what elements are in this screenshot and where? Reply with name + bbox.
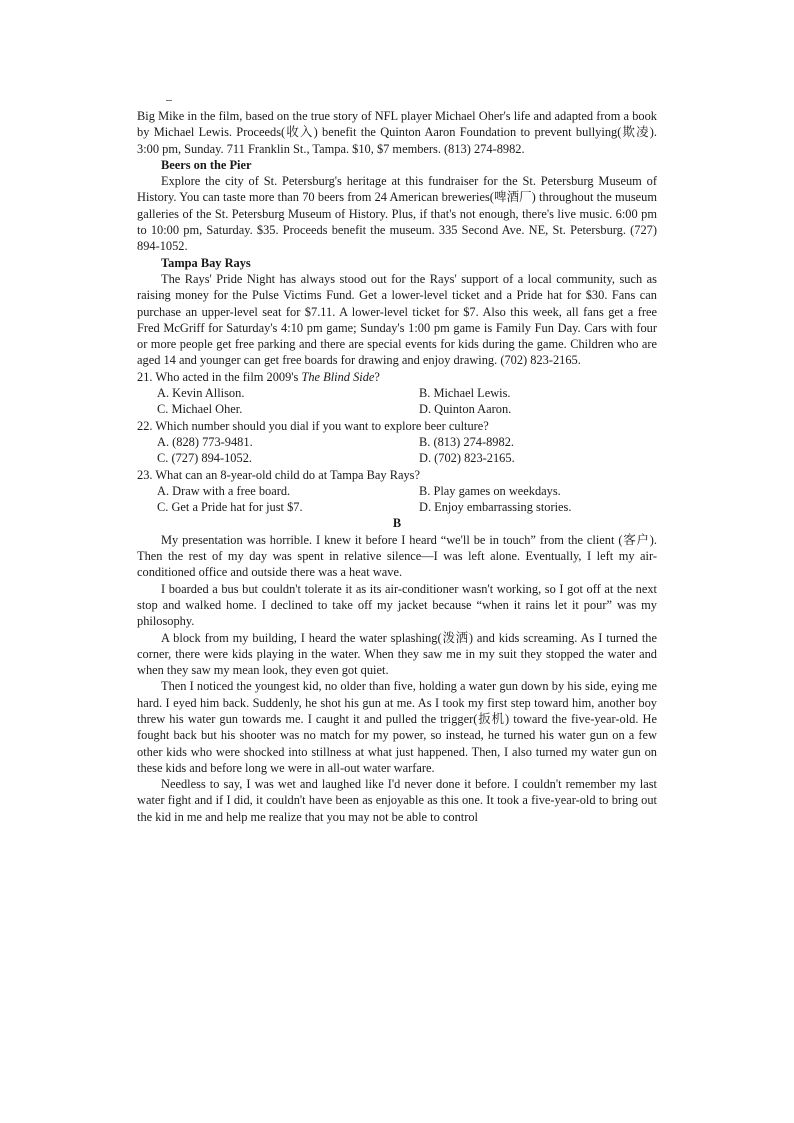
paragraph: My presentation was horrible. I knew it before I heard “we'll be in touch” from the client (客户). Then the rest of my day was spent in relative silence—I was left alone. Eventually, I left my air-conditioned office and outside there was a heat wave. xyxy=(137,532,657,580)
film-title: The Blind Side xyxy=(301,369,375,384)
paragraph: A block from my building, I heard the water splashing(泼洒) and kids screaming. As I turned the corner, there were kids playing in the water. When they saw me in my suit they stopped the water and when they saw my mean look, they even got quiet. xyxy=(137,630,657,678)
scan-mark xyxy=(166,100,172,101)
option-c: C. Michael Oher. xyxy=(157,402,243,417)
question-21 xyxy=(137,369,657,418)
option-d: D. Quinton Aaron. xyxy=(419,402,512,417)
passage-a-tail: Big Mike in the film, based on the true story of NFL player Michael Oher's life and adapted from a book by Michael Lewis. Proceeds(收入) benefit the Quinton Aaron Foundation to prevent bullying(欺凌). 3:00 pm, Sunday. 711 Franklin St., Tampa. $10, $7 members. (813) 274-8982. xyxy=(137,109,657,156)
option-d: D. (702) 823-2165. xyxy=(419,451,515,466)
option-b: B. (813) 274-8982. xyxy=(419,434,514,449)
question-23 xyxy=(137,467,657,516)
event-beers-on-the-pier xyxy=(137,157,657,255)
option-c: C. (727) 894-1052. xyxy=(157,451,252,466)
option-d: D. Enjoy embarrassing stories. xyxy=(419,500,572,515)
question-stem: 23. What can an 8-year-old child do at Tampa Bay Rays? xyxy=(137,467,420,482)
question-stem: 22. Which number should you dial if you want to explore beer culture? xyxy=(137,418,489,433)
answer-options xyxy=(157,483,657,516)
option-a: A. Kevin Allison. xyxy=(157,386,245,401)
option-a: A. Draw with a free board. xyxy=(157,483,291,498)
paragraph: I boarded a bus but couldn't tolerate it as its air-conditioner wasn't working, so I got off at the next stop and walked home. I declined to take off my jacket because “when it rains let it pour” was my philosophy. xyxy=(137,581,657,629)
question-22 xyxy=(137,418,657,467)
question-stem: 21. Who acted in the film 2009's The Blind Side? xyxy=(137,369,380,384)
section-b-label: B xyxy=(392,516,402,531)
option-c: C. Get a Pride hat for just $7. xyxy=(157,500,303,515)
option-b: B. Michael Lewis. xyxy=(419,386,511,401)
event-tampa-bay-rays xyxy=(137,255,657,369)
option-b: B. Play games on weekdays. xyxy=(419,483,561,498)
event-body: Explore the city of St. Petersburg's heritage at this fundraiser for the St. Petersburg Museum of History. You can taste more than 70 beers from 24 American breweries(啤酒厂) throughout the museum galleries of the St. Petersburg Museum of History. Plus, if that's not enough, there's live music. 6:00 pm to 10:00 pm, Saturday. $35. Proceeds benefit the museum. 335 Second Ave. NE, St. Petersburg. (727) 894-1052. xyxy=(137,174,657,254)
paragraph: Needless to say, I was wet and laughed like I'd never done it before. I couldn't remember my last water fight and if I did, it couldn't have been as enjoyable as this one. It took a five-year-old to bring out the kid in me and help me realize that you may not be able to control xyxy=(137,777,657,824)
answer-options xyxy=(157,434,657,467)
passage-b xyxy=(137,532,657,825)
option-a: A. (828) 773-9481. xyxy=(157,434,253,449)
answer-options xyxy=(157,385,657,418)
event-heading: Beers on the Pier xyxy=(161,157,252,172)
event-body: The Rays' Pride Night has always stood out for the Rays' support of a local community, such as raising money for the Pulse Victims Fund. Get a lower-level ticket and a Pride hat for $30. Fans can purchase an upper-level seat for $7.11. A lower-level ticket for $7. Also this week, all fans get a free Fred McGriff for Saturday's 4:10 pm game; Sunday's 1:00 pm game is Family Fun Day. Cars with four or more people get free parking and there are special events for kids during the game. Children who are aged 14 and younger can get free boards for drawing and enjoy drawing. (702) 823-2165. xyxy=(137,271,657,368)
page-content xyxy=(137,108,657,825)
paragraph: Then I noticed the youngest kid, no older than five, holding a water gun down by his side, eying me hard. I eyed him back. Suddenly, he shot his gun at me. As I took my first step toward him, another boy threw his water gun towards me. I caught it and pulled the trigger(扳机) toward the five-year-old. He fought back but his shooter was no match for my power, so instead, he turned his water gun on a few other kids who were shocked into stillness at what just happened. Then, I also turned my water gun on these kids and before long we were in all-out water warfare. xyxy=(137,679,657,775)
event-heading: Tampa Bay Rays xyxy=(161,255,251,270)
